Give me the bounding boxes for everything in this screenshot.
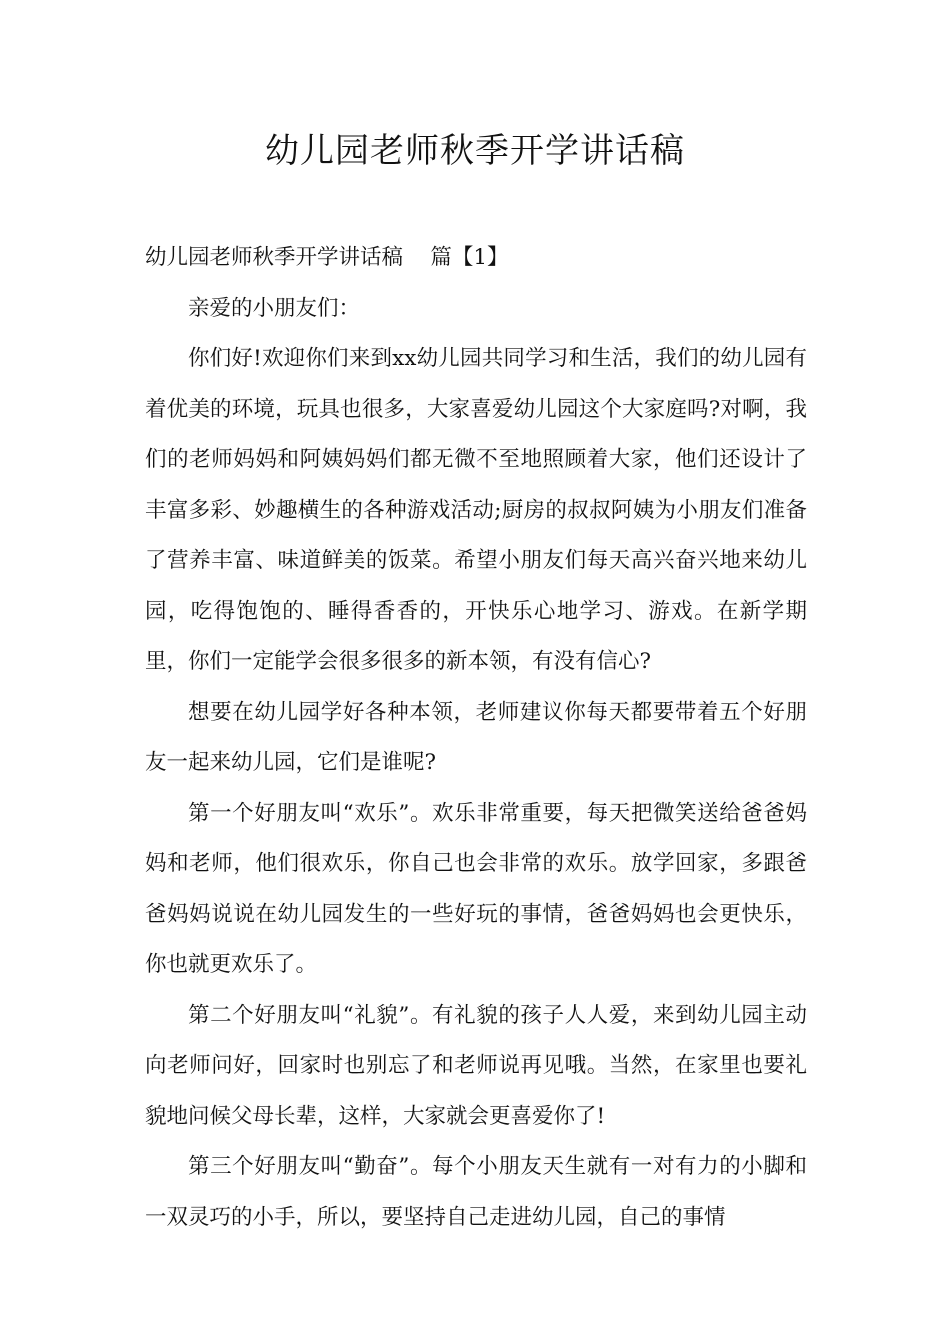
paragraph-greeting: 亲爱的小朋友们： (188, 295, 361, 321)
paragraph-friend-diligence: 第三个好朋友叫“勤奋”。每个小朋友天生就有一对有力的小脚和一双灵巧的小手，所以，要坚持自己走进幼儿园，自己的事情 (145, 1154, 807, 1230)
document-body (145, 233, 807, 1243)
paragraph-five-friends: 想要在幼儿园学好各种本领，老师建议你每天都要带着五个好朋友一起来幼儿园，它们是谁呢? (145, 699, 807, 775)
paragraph-friend-joy: 第一个好朋友叫“欢乐”。欢乐非常重要，每天把微笑送给爸爸妈妈和老师，他们很欢乐，你自己也会非常的欢乐。放学回家，多跟爸爸妈妈说说在幼儿园发生的一些好玩的事情，爸爸妈妈也会更快乐，你也就更欢乐了。 (145, 800, 807, 977)
section-heading: 幼儿园老师秋季开学讲话稿 篇【1】 (145, 245, 509, 270)
paragraph-friend-politeness: 第二个好朋友叫“礼貌”。有礼貌的孩子人人爱，来到幼儿园主动向老师问好，回家时也别忘了和老师说再见哦。当然，在家里也要礼貌地问候父母长辈，这样，大家就会更喜爱你了! (145, 1002, 807, 1129)
document-title: 幼儿园老师秋季开学讲话稿 (265, 131, 685, 171)
paragraph-welcome: 你们好!欢迎你们来到xx幼儿园共同学习和生活，我们的幼儿园有着优美的环境，玩具也很多，大家喜爱幼儿园这个大家庭吗?对啊，我们的老师妈妈和阿姨妈妈们都无微不至地照顾着大家，他们还设计了丰富多彩、妙趣横生的各种游戏活动;厨房的叔叔阿姨为小朋友们准备了营养丰富、味道鲜美的饭菜。希望小朋友们每天高兴奋兴地来幼儿园，吃得饱饱的、睡得香香的，开快乐心地学习、游戏。在新学期里，你们一定能学会很多很多的新本领，有没有信心? (145, 346, 807, 674)
